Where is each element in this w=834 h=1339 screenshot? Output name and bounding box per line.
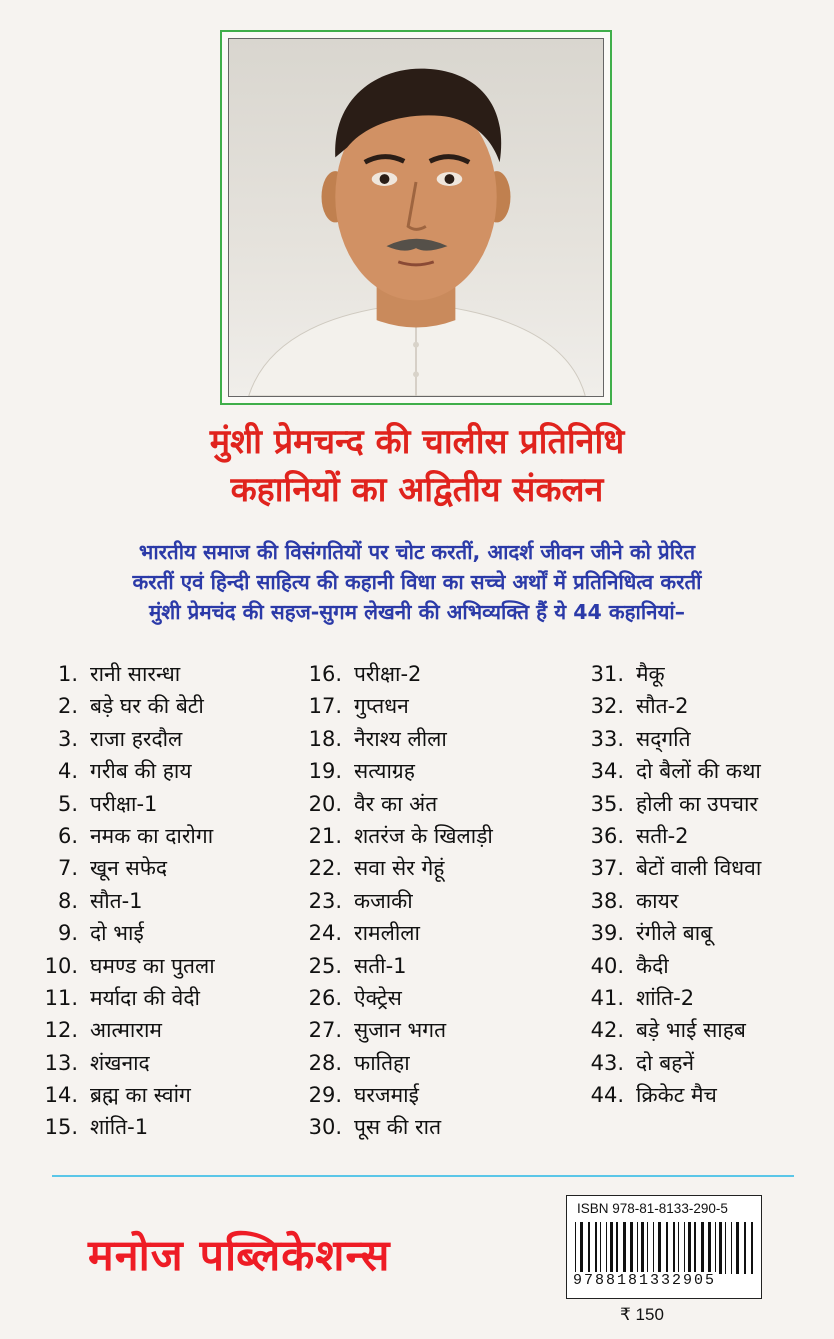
story-title: गरीब की हाय xyxy=(90,759,192,784)
story-list-column-1 xyxy=(30,658,215,1144)
author-portrait xyxy=(228,38,604,397)
story-list-item xyxy=(298,852,493,884)
story-number: 31. xyxy=(590,662,624,686)
barcode-bar xyxy=(719,1222,722,1274)
story-number: 27. xyxy=(308,1018,342,1043)
story-title: कायर xyxy=(636,888,679,913)
story-number: 12. xyxy=(44,1018,78,1043)
story-list-item xyxy=(30,885,215,917)
story-title: दो बहनें xyxy=(636,1050,695,1075)
story-number: 22. xyxy=(308,856,342,881)
story-list-item xyxy=(580,917,761,949)
story-title: होली का उपचार xyxy=(636,791,758,816)
story-list-item xyxy=(580,755,761,787)
story-list-item xyxy=(580,852,761,884)
story-number: 6. xyxy=(57,823,78,848)
isbn-text: ISBN 978-81-8133-290-5 xyxy=(577,1201,728,1216)
story-list-item xyxy=(30,1047,215,1079)
story-title: सुजान भगत xyxy=(354,1018,447,1043)
story-list-item xyxy=(580,982,761,1014)
story-list-item xyxy=(298,755,493,787)
story-list-item xyxy=(30,852,215,884)
story-number: 34. xyxy=(590,759,624,784)
story-list-item xyxy=(298,658,493,690)
story-list-item xyxy=(298,690,493,722)
barcode-bar xyxy=(751,1222,753,1274)
barcode-bar xyxy=(688,1222,691,1274)
story-title: नमक का दारोगा xyxy=(90,823,214,848)
story-list-item xyxy=(298,1079,493,1111)
story-number: 15. xyxy=(44,1115,78,1140)
story-title: बड़े भाई साहब xyxy=(636,1018,746,1043)
barcode-bar xyxy=(653,1222,654,1274)
barcode-bar xyxy=(725,1222,726,1274)
barcode-bar xyxy=(666,1222,668,1274)
story-list-item xyxy=(580,885,761,917)
barcode-bar xyxy=(575,1222,576,1274)
barcode-bar xyxy=(588,1222,590,1274)
story-number: 20. xyxy=(308,791,342,816)
story-title: वैर का अंत xyxy=(354,791,438,816)
story-number: 42. xyxy=(590,1018,624,1043)
barcode-graphic xyxy=(575,1222,755,1274)
story-list-item xyxy=(580,1079,761,1111)
barcode-bar xyxy=(606,1222,607,1274)
publisher-name: मनोज पब्लिकेशन्स xyxy=(88,1231,391,1281)
barcode-bar xyxy=(736,1222,739,1274)
story-number: 17. xyxy=(308,694,342,719)
story-list-item xyxy=(30,1111,215,1143)
story-number: 2. xyxy=(57,694,78,719)
story-title: बड़े घर की बेटी xyxy=(90,694,204,719)
story-number: 4. xyxy=(57,759,78,784)
headline-line-2: कहानियों का अद्वितीय संकलन xyxy=(230,470,604,510)
story-number: 40. xyxy=(590,953,624,978)
barcode-bar xyxy=(641,1222,644,1274)
barcode-box xyxy=(566,1195,762,1299)
story-list-column-3 xyxy=(580,658,761,1111)
price: ₹ 150 xyxy=(620,1305,664,1324)
story-number: 23. xyxy=(308,888,342,913)
story-list-item xyxy=(580,1014,761,1046)
story-number: 21. xyxy=(308,823,342,848)
story-list-item xyxy=(30,723,215,755)
story-list-item xyxy=(30,690,215,722)
story-number: 35. xyxy=(590,791,624,816)
story-list-item xyxy=(580,1047,761,1079)
story-title: सती-1 xyxy=(354,953,407,978)
story-number: 13. xyxy=(44,1050,78,1075)
story-title: शंखनाद xyxy=(90,1050,150,1075)
story-number: 33. xyxy=(590,726,624,751)
story-list-item xyxy=(298,1047,493,1079)
story-number: 37. xyxy=(590,856,624,881)
barcode-number: 9788181332905 xyxy=(573,1272,717,1289)
story-number: 8. xyxy=(57,888,78,913)
story-title: कजाकी xyxy=(354,888,413,913)
story-list-item xyxy=(298,820,493,852)
story-number: 36. xyxy=(590,823,624,848)
story-list-item xyxy=(298,982,493,1014)
story-list-item xyxy=(298,723,493,755)
story-number: 38. xyxy=(590,888,624,913)
story-title: राजा हरदौल xyxy=(90,726,183,751)
story-list-item xyxy=(30,820,215,852)
story-list-item xyxy=(30,658,215,690)
story-title: रामलीला xyxy=(354,921,420,946)
story-number: 32. xyxy=(590,694,624,719)
story-title: पूस की रात xyxy=(354,1115,442,1140)
intro-line-3: मुंशी प्रेमचंद की सहज-सुगम लेखनी की अभिव्यक्ति हैं ये 44 कहानियां– xyxy=(149,600,685,624)
barcode-bar xyxy=(616,1222,618,1274)
barcode-bar xyxy=(694,1222,696,1274)
story-title: नैराश्य लीला xyxy=(354,726,447,751)
story-list-item xyxy=(30,1014,215,1046)
author-portrait-frame xyxy=(220,30,612,405)
story-title: फातिहा xyxy=(354,1050,410,1075)
story-title: मर्यादा की वेदी xyxy=(90,985,200,1010)
story-title: दो भाई xyxy=(90,921,144,946)
barcode-bar xyxy=(701,1222,704,1274)
story-number: 26. xyxy=(308,985,342,1010)
story-title: क्रिकेट मैच xyxy=(636,1083,717,1108)
story-number: 5. xyxy=(57,791,78,816)
story-title: मैकू xyxy=(636,662,665,686)
story-title: रानी सारन्धा xyxy=(90,662,181,686)
story-title: सौत-1 xyxy=(90,888,143,913)
barcode-bar xyxy=(715,1222,716,1274)
barcode-bar xyxy=(673,1222,675,1274)
barcode-bar xyxy=(744,1222,746,1274)
story-list-item xyxy=(580,820,761,852)
story-title: आत्माराम xyxy=(90,1018,162,1043)
barcode-bar xyxy=(658,1222,661,1274)
story-list-item xyxy=(298,1014,493,1046)
intro-line-2: करतीं एवं हिन्दी साहित्य की कहानी विधा का सच्चे अर्थों में प्रतिनिधित्व करतीं xyxy=(132,570,702,594)
story-number: 10. xyxy=(44,953,78,978)
story-list-column-2 xyxy=(298,658,493,1144)
story-number: 14. xyxy=(44,1083,78,1108)
story-title: ब्रह्म का स्वांग xyxy=(90,1083,191,1108)
barcode-bar xyxy=(708,1222,711,1274)
barcode-bar xyxy=(630,1222,633,1274)
story-list-item xyxy=(580,658,761,690)
story-number: 25. xyxy=(308,953,342,978)
story-list-item xyxy=(298,1111,493,1143)
story-number: 43. xyxy=(590,1050,624,1075)
barcode-bar xyxy=(684,1222,685,1274)
barcode-bar xyxy=(623,1222,626,1274)
story-number: 7. xyxy=(57,856,78,881)
barcode-bar xyxy=(678,1222,679,1274)
story-title: शतरंज के खिलाड़ी xyxy=(354,823,493,848)
story-number: 3. xyxy=(57,726,78,751)
story-list-item xyxy=(30,917,215,949)
barcode-bar xyxy=(600,1222,601,1274)
story-number: 28. xyxy=(308,1050,342,1075)
story-number: 44. xyxy=(590,1083,624,1108)
story-list-item xyxy=(580,690,761,722)
story-title: घमण्ड का पुतला xyxy=(90,953,215,978)
divider xyxy=(52,1175,794,1177)
portrait-illustration xyxy=(229,39,603,396)
story-title: रंगीले बाबू xyxy=(636,921,713,946)
story-number: 24. xyxy=(308,921,342,946)
story-number: 19. xyxy=(308,759,342,784)
story-title: शांति-1 xyxy=(90,1115,149,1140)
story-title: सती-2 xyxy=(636,823,689,848)
story-title: गुप्तधन xyxy=(354,694,409,719)
story-list-item xyxy=(30,755,215,787)
story-title: दो बैलों की कथा xyxy=(636,759,761,784)
story-number: 18. xyxy=(308,726,342,751)
barcode-bar xyxy=(610,1222,613,1274)
story-title: सत्याग्रह xyxy=(354,759,415,784)
intro-line-1: भारतीय समाज की विसंगतियों पर चोट करतीं, आदर्श जीवन जीने को प्रेरित xyxy=(138,540,696,564)
story-list-item xyxy=(580,950,761,982)
story-number: 30. xyxy=(308,1115,342,1140)
story-title: सवा सेर गेहूं xyxy=(354,856,445,881)
story-list-item xyxy=(298,885,493,917)
story-title: शांति-2 xyxy=(636,985,695,1010)
story-number: 29. xyxy=(308,1083,342,1108)
story-list-item xyxy=(580,788,761,820)
barcode-bar xyxy=(637,1222,638,1274)
story-list-item xyxy=(30,788,215,820)
headline-line-1: मुंशी प्रेमचन्द की चालीस प्रतिनिधि xyxy=(209,422,625,462)
story-list-item xyxy=(298,917,493,949)
barcode-bar xyxy=(647,1222,648,1274)
story-title: सौत-2 xyxy=(636,694,689,719)
story-title: बेटों वाली विधवा xyxy=(636,856,762,881)
barcode-bar xyxy=(595,1222,597,1274)
story-title: कैदी xyxy=(636,953,669,978)
story-list-item xyxy=(30,1079,215,1111)
story-list-item xyxy=(580,723,761,755)
story-list-item xyxy=(298,950,493,982)
story-number: 1. xyxy=(57,662,78,686)
story-list-item xyxy=(30,982,215,1014)
story-title: खून सफेद xyxy=(90,856,168,881)
story-title: ऐक्ट्रेस xyxy=(354,985,402,1010)
story-number: 39. xyxy=(590,921,624,946)
story-list-item xyxy=(30,950,215,982)
barcode-bar xyxy=(580,1222,583,1274)
story-title: परीक्षा-1 xyxy=(90,791,158,816)
story-number: 11. xyxy=(44,985,78,1010)
story-title: सद्‌गति xyxy=(636,726,691,751)
story-title: घरजमाई xyxy=(354,1083,419,1108)
story-list-item xyxy=(298,788,493,820)
barcode-bar xyxy=(731,1222,732,1274)
story-title: परीक्षा-2 xyxy=(354,662,422,686)
story-number: 16. xyxy=(308,662,342,686)
story-number: 41. xyxy=(590,985,624,1010)
story-number: 9. xyxy=(57,921,78,946)
